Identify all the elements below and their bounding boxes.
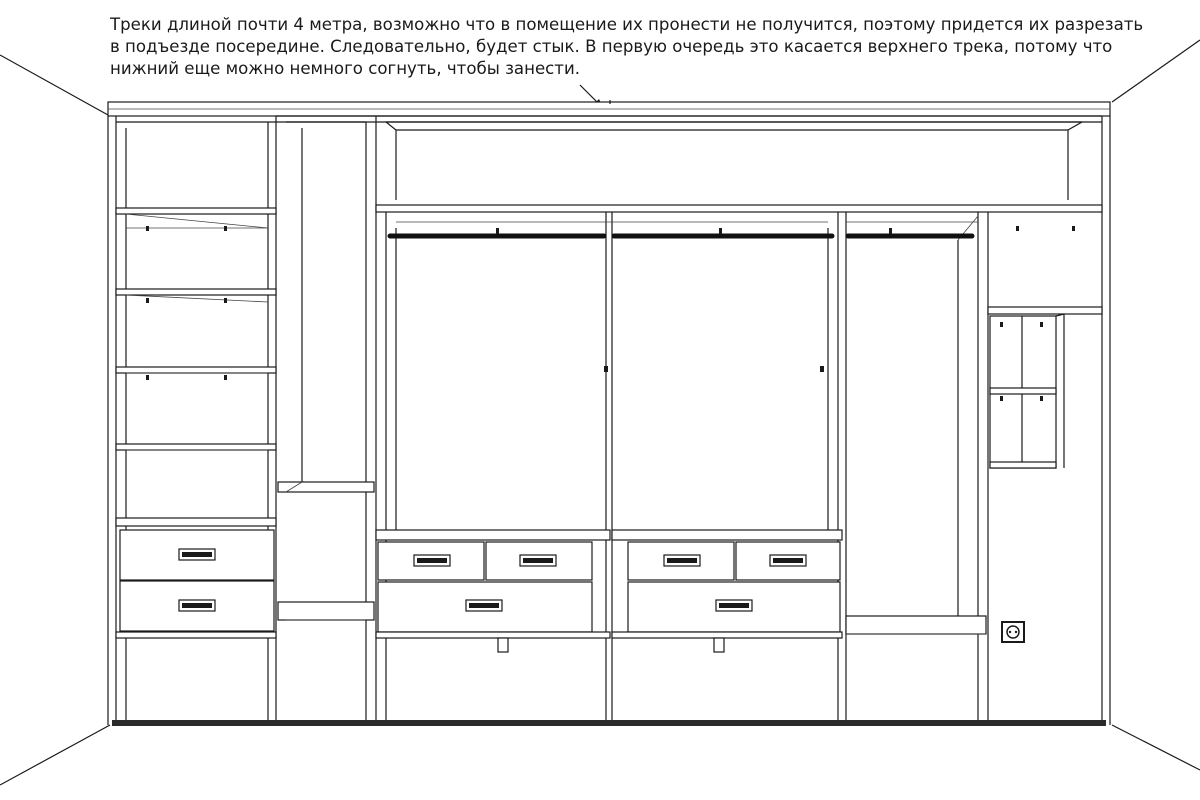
left-shelving (116, 116, 276, 720)
socket (1002, 622, 1024, 642)
hanging-bays (386, 212, 988, 720)
narrow-column (276, 116, 376, 720)
cubby (990, 314, 1064, 468)
drawer (736, 542, 840, 580)
left-drawer (120, 530, 274, 580)
center-drawer-unit-2 (612, 530, 842, 652)
drawer (628, 582, 840, 632)
note-line-2: в подъезде посередине. Следовательно, будет стык. В первую очередь это касается верхнего трека, потому что (110, 37, 1113, 56)
shelf-pins (146, 226, 227, 380)
note-line-1: Треки длиной почти 4 метра, возможно что в помещение их пронести не получится, поэтому придется их разрезать (110, 15, 1144, 34)
right-column (988, 226, 1102, 642)
note-line-3: нижний еще можно немного согнуть, чтобы занести. (110, 59, 581, 78)
bay-3-shelf (846, 616, 986, 634)
drawer (486, 542, 592, 580)
drawer (628, 542, 734, 580)
top-compartment (376, 116, 1102, 212)
drawer (378, 582, 592, 632)
hanging-rods (390, 228, 972, 236)
left-shelf (116, 208, 276, 228)
left-shelf (116, 444, 276, 450)
left-drawer (120, 581, 274, 631)
top-track (108, 100, 1110, 116)
drawer (378, 542, 484, 580)
center-drawer-unit-1 (376, 530, 610, 652)
left-shelf (116, 367, 276, 373)
left-shelf (116, 289, 276, 302)
bottom-track (112, 720, 1106, 726)
left-shelf (116, 518, 276, 526)
